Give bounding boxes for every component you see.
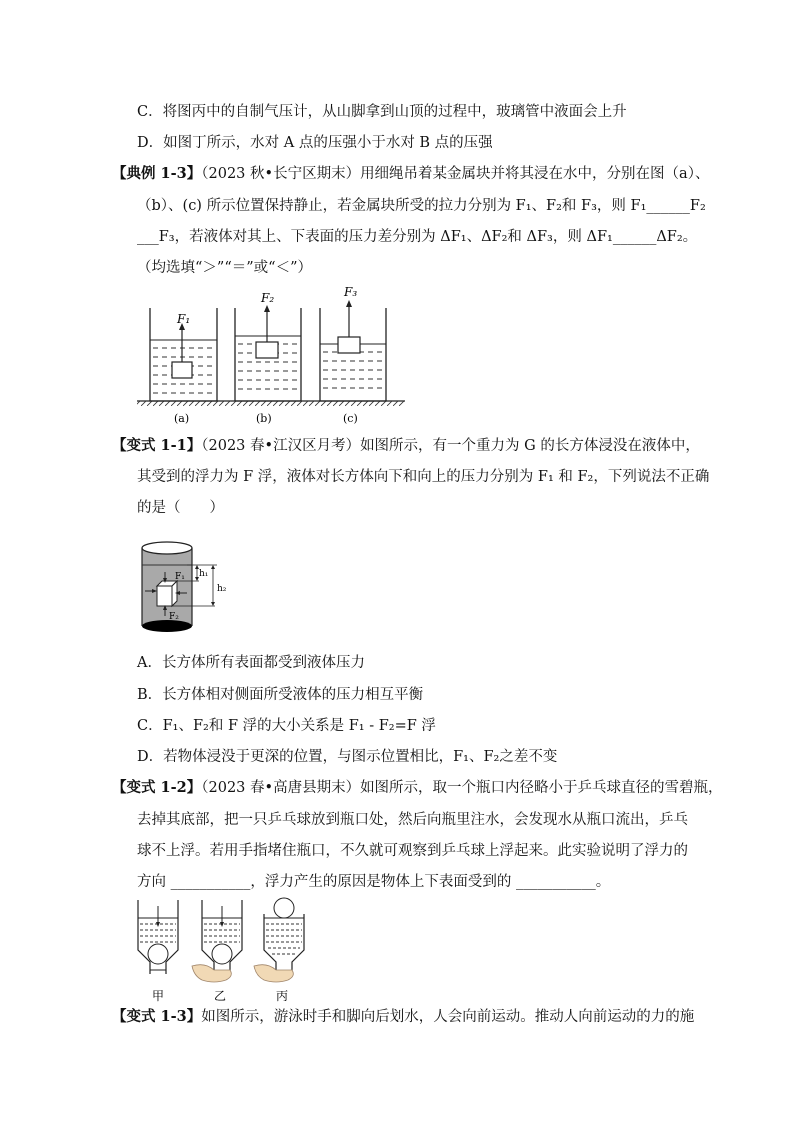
cylinder-figure [135,528,245,638]
beaker-b [235,305,301,401]
variant-1-2 [112,778,723,798]
question-tag: 【变式 1-1】 [112,437,202,454]
question-text: 其受到的浮力为 F 浮，液体对长方体向下和向上的压力分别为 F₁ 和 F₂，下列说法不正确 [137,469,710,485]
finger [192,965,231,982]
caption: (a) [174,412,190,425]
cuboid [157,581,177,606]
depth-label: h₁ [199,569,209,579]
question-tag: 【变式 1-3】 [112,1008,202,1025]
question-text: 如图所示，游泳时手和脚向后划水，人会向前运动。推动人向前运动的力的施 [201,1009,695,1025]
force-label: F₂ [169,612,179,622]
bottle-yi [192,900,242,982]
metal-block [256,342,278,358]
caption: 乙 [214,989,227,1002]
question-text: （均选填“＞”“＝”或“＜”） [137,260,312,276]
force-label: F₂ [261,291,275,305]
force-label: F₁ [177,312,191,326]
cylinder-top [142,542,192,554]
question-text: 球不上浮。若用手指堵住瓶口，不久就可观察到乒乓球上浮起来。此实验说明了浮力的 [137,843,688,859]
example-1-3 [112,164,709,184]
variant-1-3 [112,1007,694,1027]
force-label: F₁ [175,572,185,582]
beaker-c [320,300,386,401]
question-text: 去掉其底部，把一只乒乓球放到瓶口处，然后向瓶里注水，会发现水从瓶口流出，乒乓 [137,812,688,828]
option-c: C．将图丙中的自制气压计，从山脚拿到山顶的过程中，玻璃管中液面会上升 [137,104,627,120]
cylinder-bottom [142,620,192,632]
ground-hatch [137,401,405,406]
ping-pong-ball [212,944,232,964]
option-b: B．长方体相对侧面所受液体的压力相互平衡 [137,687,424,703]
question-tag: 【典例 1-3】 [112,165,202,182]
ping-pong-ball [148,944,168,964]
option-c: C．F₁、F₂和 F 浮的大小关系是 F₁ - F₂=F 浮 [137,718,436,734]
metal-block [172,362,192,378]
question-text: 的是（ ） [137,500,224,516]
question-tag: 【变式 1-2】 [112,779,202,796]
finger [254,965,293,982]
bottle-bing [254,898,304,982]
caption: 甲 [152,989,165,1002]
option-a: A．长方体所有表面都受到液体压力 [137,655,365,671]
caption: 丙 [276,989,289,1002]
bottle-jia [138,900,178,974]
beaker-figure [135,280,425,430]
option-d: D．若物体浸没于更深的位置，与图示位置相比，F₁、F₂之差不变 [137,749,558,765]
force-label: F₃ [344,285,358,299]
question-text: （2023 春•江汉区月考）如图所示，有一个重力为 G 的长方体浸没在液体中， [201,438,700,454]
variant-1-1 [112,436,700,456]
question-text: 方向 ___________，浮力产生的原因是物体上下表面受到的 ___________。 [137,874,611,890]
caption: (b) [256,412,272,425]
option-d: D．如图丁所示，水对 A 点的压强小于水对 B 点的压强 [137,135,493,151]
question-text: ___F₃，若液体对其上、下表面的压力差分别为 ΔF₁、ΔF₂和 ΔF₃，则 ΔF₁______ΔF₂。 [137,229,698,245]
question-text: （2023 春•高唐县期末）如图所示，取一个瓶口内径略小于乒乓球直径的雪碧瓶， [201,780,723,796]
question-text: （b）、(c) 所示位置保持静止，若金属块所受的拉力分别为 F₁、F₂和 F₃，则 F₁______F₂ [137,198,706,214]
caption: (c) [343,412,358,425]
depth-label: h₂ [217,584,227,594]
question-text: （2023 秋•长宁区期末）用细绳吊着某金属块并将其浸在水中，分别在图（a）、 [201,166,710,182]
ping-pong-ball [274,898,294,918]
metal-block [338,337,360,353]
bottle-figure [130,896,310,1002]
